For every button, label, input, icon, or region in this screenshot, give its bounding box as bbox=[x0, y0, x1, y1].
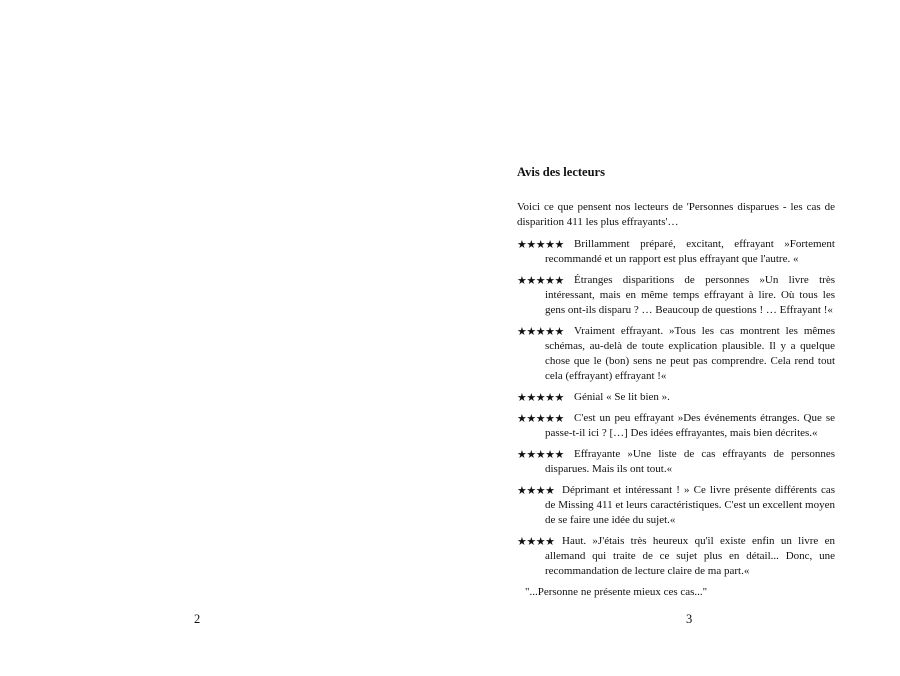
review-text: Vraiment effrayant. »Tous les cas montrent les mêmes schémas, au-delà de toute explication plausible. Il y a quelque chose que le (bon) sens ne peut pas comprendre. Cela rend tout cela (effrayant) effrayant !« bbox=[545, 325, 835, 382]
rating-stars-icon: ★★★★★ bbox=[517, 448, 564, 461]
review-item bbox=[517, 237, 835, 267]
review-item bbox=[517, 534, 835, 579]
page-number-right: 3 bbox=[686, 612, 693, 626]
review-item bbox=[517, 411, 835, 441]
closing-quote: "...Personne ne présente mieux ces cas..." bbox=[525, 586, 708, 598]
review-item bbox=[517, 273, 835, 318]
review-item bbox=[517, 324, 835, 384]
reader-reviews-section bbox=[517, 164, 835, 600]
review-item bbox=[517, 483, 835, 528]
review-item bbox=[517, 447, 835, 477]
rating-stars-icon: ★★★★★ bbox=[517, 412, 564, 425]
section-heading: Avis des lecteurs bbox=[517, 165, 605, 179]
review-text: Brillamment préparé, excitant, effrayant »Fortement recommandé et un rapport est plus effrayant que l'autre. « bbox=[545, 238, 835, 265]
rating-stars-icon: ★★★★★ bbox=[517, 238, 564, 251]
review-text: Étranges disparitions de personnes »Un livre très intéressant, mais en même temps effrayant à lire. Où tous les gens ont-ils disparu ? … Beaucoup de questions ! … Effrayant !« bbox=[545, 274, 835, 316]
rating-stars-icon: ★★★★★ bbox=[517, 274, 564, 287]
rating-stars-icon: ★★★★ bbox=[517, 484, 555, 497]
review-text: Génial « Se lit bien ». bbox=[574, 391, 670, 403]
intro-paragraph: Voici ce que pensent nos lecteurs de 'Personnes disparues - les cas de disparition 411 les plus effrayants'… bbox=[517, 201, 835, 228]
review-text: Haut. »J'étais très heureux qu'il existe enfin un livre en allemand qui traite de ce sujet plus en détail... Donc, une recommandation de lecture claire de ma part.« bbox=[545, 535, 835, 577]
review-item bbox=[517, 390, 835, 405]
page-number-left: 2 bbox=[194, 612, 201, 626]
review-text: C'est un peu effrayant »Des événements étranges. Que se passe-t-il ici ? […] Des idées effrayantes, mais bien décrites.« bbox=[545, 412, 835, 439]
rating-stars-icon: ★★★★★ bbox=[517, 391, 564, 404]
right-page bbox=[450, 0, 900, 676]
review-text: Effrayante »Une liste de cas effrayants de personnes disparues. Mais ils ont tout.« bbox=[545, 448, 835, 475]
rating-stars-icon: ★★★★ bbox=[517, 535, 555, 548]
rating-stars-icon: ★★★★★ bbox=[517, 325, 564, 338]
review-text: Déprimant et intéressant ! » Ce livre présente différents cas de Missing 411 et leurs caractéristiques. C'est un excellent moyen de se faire une idée du sujet.« bbox=[545, 484, 835, 526]
